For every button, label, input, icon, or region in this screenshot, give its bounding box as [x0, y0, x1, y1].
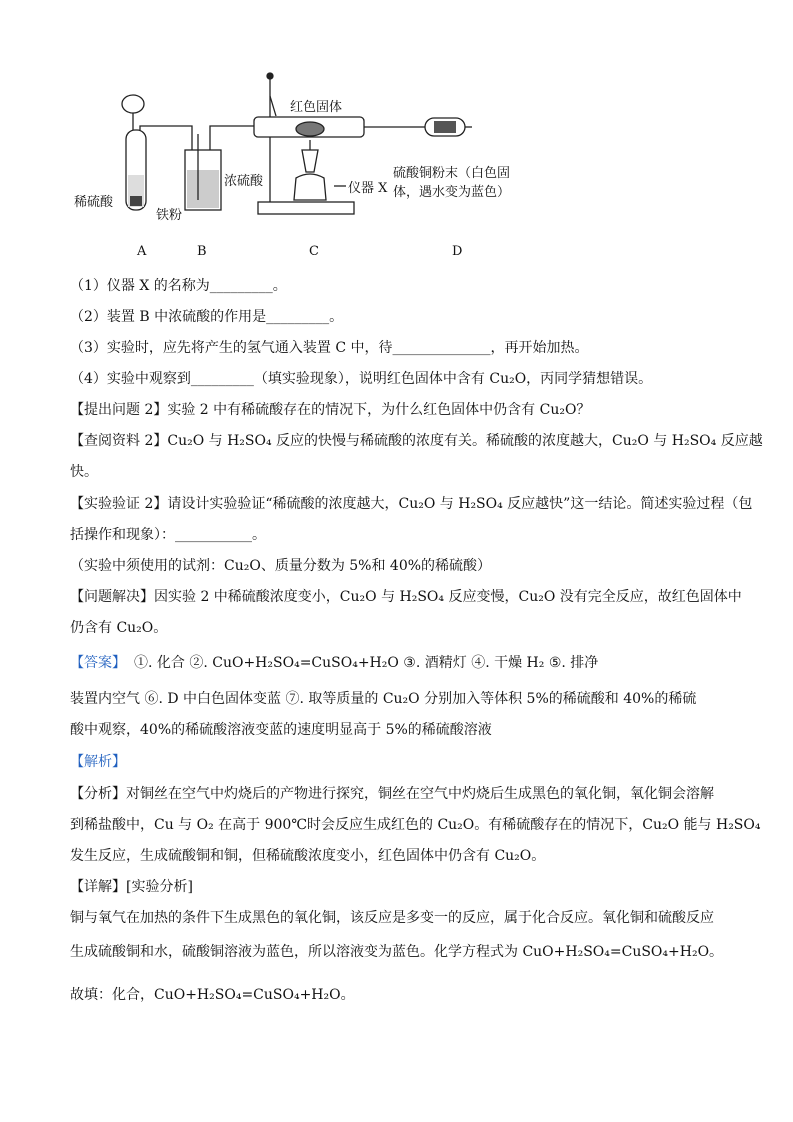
question-line: 括操作和现象）：___________。 — [70, 527, 266, 543]
answer-line — [70, 653, 730, 673]
analysis-line: 【分析】对铜丝在空气中灼烧后的产物进行探究，铜丝在空气中灼烧后生成黑色的氧化铜，氧化铜会溶解 — [70, 786, 714, 802]
question-line: （实验中须使用的试剂：Cu₂O、质量分数为 5%和 40%的稀硫酸） — [70, 558, 492, 574]
label-copper-sulfate-2: 体，遇水变为蓝色） — [393, 185, 511, 200]
apparatus-label-d: D — [452, 244, 463, 259]
answer-tag: 【答案】 — [70, 655, 126, 671]
analysis-line: 发生反应，生成硫酸铜和铜，但稀硫酸浓度变小，红色固体中仍含有 Cu₂O。 — [70, 848, 546, 864]
question-line: 仍含有 Cu₂O。 — [70, 620, 168, 636]
label-red-solid: 红色固体 — [290, 100, 343, 115]
question-line: 【提出问题 2】实验 2 中有稀硫酸存在的情况下，为什么红色固体中仍含有 Cu₂O？ — [70, 402, 591, 418]
question-line: 快。 — [70, 464, 98, 480]
analysis-tag: 【解析】 — [70, 754, 126, 770]
apparatus-label-b: B — [197, 244, 207, 259]
question-line: （2）装置 B 中浓硫酸的作用是_________。 — [70, 309, 344, 325]
apparatus-label-a: A — [137, 244, 147, 259]
apparatus-label-c: C — [309, 244, 319, 259]
question-line: （1）仪器 X 的名称为_________。 — [70, 278, 287, 294]
question-line: 【查阅资料 2】Cu₂O 与 H₂SO₄ 反应的快慢与稀硫酸的浓度有关。稀硫酸的浓度越大，Cu₂O 与 H₂SO₄ 反应越 — [70, 433, 763, 449]
question-line: （3）实验时，应先将产生的氢气通入装置 C 中，待______________，再开始加热。 — [70, 340, 589, 356]
question-line: 【问题解决】因实验 2 中稀硫酸浓度变小，Cu₂O 与 H₂SO₄ 反应变慢，Cu₂O 没有完全反应，故红色固体中 — [70, 589, 742, 605]
label-iron-powder: 铁粉 — [156, 208, 183, 223]
question-line: 【实验验证 2】请设计实验验证“稀硫酸的浓度越大，Cu₂O 与 H₂SO₄ 反应越快”这一结论。简述实验过程（包 — [70, 496, 753, 512]
analysis-line: 【详解】[实验分析] — [70, 879, 193, 895]
answer-line: 酸中观察，40%的稀硫酸溶液变蓝的速度明显高于 5%的稀硫酸溶液 — [70, 722, 492, 738]
answer-text: ①. 化合 ②. CuO+H₂SO₄=CuSO₄+H₂O ③. 酒精灯 ④. 干燥 H₂ ⑤. 排净 — [134, 655, 599, 671]
analysis-line: 铜与氧气在加热的条件下生成黑色的氧化铜，该反应是多变一的反应，属于化合反应。氧化铜和硫酸反应 — [70, 910, 714, 926]
analysis-line: 故填：化合，CuO+H₂SO₄=CuSO₄+H₂O。 — [70, 987, 355, 1003]
label-copper-sulfate-1: 硫酸铜粉末（白色固 — [393, 166, 511, 181]
label-dilute-sulfuric: 稀硫酸 — [74, 195, 114, 210]
analysis-line: 生成硫酸铜和水，硫酸铜溶液为蓝色，所以溶液变为蓝色。化学方程式为 CuO+H₂SO₄=CuSO₄+H₂O。 — [70, 944, 724, 960]
label-instrument-x: 仪器 X — [348, 181, 388, 196]
answer-line: 装置内空气 ⑥. D 中白色固体变蓝 ⑦. 取等质量的 Cu₂O 分别加入等体积 5%的稀硫酸和 40%的稀硫 — [70, 691, 697, 707]
question-line: （4）实验中观察到_________（填实验现象），说明红色固体中含有 Cu₂O，丙同学猜想错误。 — [70, 371, 653, 387]
apparatus-diagram — [0, 0, 793, 270]
label-conc-sulfuric: 浓硫酸 — [224, 174, 264, 189]
analysis-line: 到稀盐酸中，Cu 与 O₂ 在高于 900℃时会反应生成红色的 Cu₂O。有稀硫酸存在的情况下，Cu₂O 能与 H₂SO₄ — [70, 817, 761, 833]
